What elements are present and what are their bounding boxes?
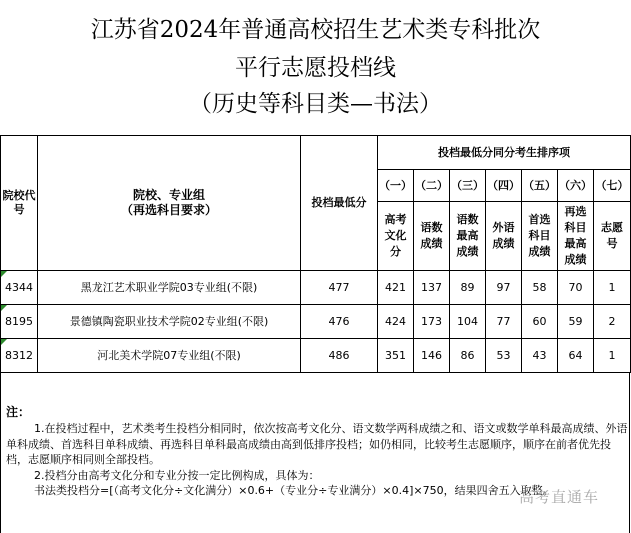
cell-marker-icon [1, 339, 7, 345]
rank-label-3: 语数最高成绩 [450, 202, 486, 271]
header-school [38, 136, 301, 271]
rank-value-7: 1 [594, 339, 631, 373]
rank-value-7: 2 [594, 305, 631, 339]
rank-number-4: （四） [486, 170, 522, 202]
rank-label-7: 志愿号 [594, 202, 631, 271]
rank-label-2: 语数成绩 [414, 202, 450, 271]
min-score: 476 [301, 305, 378, 339]
watermark: 高考直通车 [518, 488, 599, 506]
rank-value-5: 43 [522, 339, 558, 373]
cell-marker-icon [1, 271, 7, 277]
rank-number-5: （五） [522, 170, 558, 202]
rank-value-2: 146 [414, 339, 450, 373]
rank-value-5: 58 [522, 271, 558, 305]
rank-label-5: 首选科目成绩 [522, 202, 558, 271]
rank-value-3: 86 [450, 339, 486, 373]
rank-value-4: 53 [486, 339, 522, 373]
header-school-label: 院校、专业组 [132, 188, 205, 202]
title-line-3: （历史等科目类—书法） [189, 91, 442, 117]
rank-label-1: 高考文化分 [378, 202, 414, 271]
school-code-text: 8312 [5, 348, 33, 362]
rank-value-1: 351 [378, 339, 414, 373]
school-name: 河北美术学院07专业组(不限) [38, 339, 301, 373]
school-code [1, 271, 38, 305]
rank-value-2: 173 [414, 305, 450, 339]
score-table [0, 135, 631, 373]
notes-heading: 注： [6, 405, 31, 419]
rank-value-1: 421 [378, 271, 414, 305]
rank-value-7: 1 [594, 271, 631, 305]
rank-number-7: （七） [594, 170, 631, 202]
table-row [1, 271, 631, 305]
rank-value-1: 424 [378, 305, 414, 339]
rank-value-3: 104 [450, 305, 486, 339]
min-score: 486 [301, 339, 378, 373]
header-school-sub: （再选科目要求） [120, 203, 217, 217]
note-paragraph-3: 书法类投档分=[（高考文化分÷文化满分）×0.6+（专业分÷专业满分）×0.4]×750，结果四舍五入取整。 [34, 484, 554, 497]
school-code-text: 8195 [5, 314, 33, 328]
header-min-score: 投档最低分 [301, 136, 378, 271]
table-row [1, 305, 631, 339]
school-name: 黑龙江艺术职业学院03专业组(不限) [38, 271, 301, 305]
title-line-2: 平行志愿投档线 [235, 55, 396, 81]
rank-value-6: 64 [558, 339, 594, 373]
rank-value-2: 137 [414, 271, 450, 305]
school-code-text: 4344 [5, 280, 33, 294]
note-paragraph-2: 2.投档分由高考文化分和专业分按一定比例构成，具体为： [34, 468, 320, 482]
min-score: 477 [301, 271, 378, 305]
table-row [1, 339, 631, 373]
rank-value-4: 77 [486, 305, 522, 339]
header-rank-group: 投档最低分同分考生排序项 [378, 136, 631, 170]
rank-value-4: 97 [486, 271, 522, 305]
rank-value-6: 59 [558, 305, 594, 339]
rank-label-4: 外语成绩 [486, 202, 522, 271]
note-paragraph-1: 1.在投档过程中，艺术类考生投档分相同时，依次按高考文化分、语文数学两科成绩之和、语文或数学单科最高成绩、外语单科成绩、首选科目单科成绩、再选科目单科最高成绩由高到低排序投档；如仍相同，比较考生志愿顺序，顺序在前者优先投档，志愿顺序相同则全部投档。 [6, 422, 628, 466]
rank-number-6: （六） [558, 170, 594, 202]
header-code: 院校代号 [1, 136, 38, 271]
school-name: 景德镇陶瓷职业技术学院02专业组(不限) [38, 305, 301, 339]
school-code [1, 305, 38, 339]
cell-marker-icon [1, 305, 7, 311]
rank-value-6: 70 [558, 271, 594, 305]
rank-number-3: （三） [450, 170, 486, 202]
school-code [1, 339, 38, 373]
notes-section [0, 373, 630, 533]
rank-value-5: 60 [522, 305, 558, 339]
rank-number-1: （一） [378, 170, 414, 202]
rank-value-3: 89 [450, 271, 486, 305]
rank-number-2: （二） [414, 170, 450, 202]
rank-label-6: 再选科目最高成绩 [558, 202, 594, 271]
title-line-1: 江苏省2024年普通高校招生艺术类专科批次 [90, 17, 541, 43]
